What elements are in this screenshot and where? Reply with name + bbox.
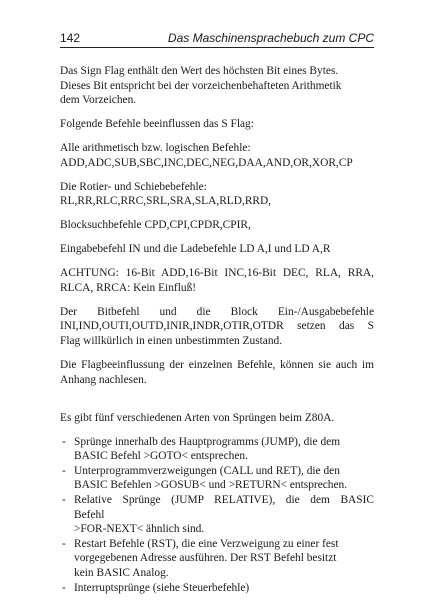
spacer [60,397,374,411]
jump-list [60,435,374,596]
list-item: - Relative Sprünge (JUMP RELATIVE), die dem BASIC Befehl >FOR-NEXT< ähnlich sind. [60,493,374,537]
paragraph-rotate: Die Rotier- und Schiebebefehle: RL,RR,RLC,RRC,SRL,SRA,SLA,RLD,RRD, [60,180,272,208]
paragraph-warning: ACHTUNG: 16-Bit ADD,16-Bit INC,16-Bit DEC, RLA, RRA, RLCA, RRCA: Kein Einfluß! [60,267,374,294]
header-rule [60,47,374,48]
paragraph-jumps: Es gibt fünf verschiedenen Arten von Sprüngen beim Z80A. [60,411,335,424]
paragraph-input: Eingabebefehl IN und die Ladebefehle LD A,I und LD A,R [60,243,331,256]
list-item: - Sprünge innerhalb des Hauptprogramms (JUMP), die dem BASIC Befehl >GOTO< entsprechen. [60,435,374,464]
paragraph-blocksearch: Blocksuchbefehle CPD,CPI,CPDR,CPIR, [60,219,251,232]
paragraph-intro: Folgende Befehle beeinflussen das S Flag: [60,118,254,131]
list-item: - Interruptsprünge (siehe Steuerbefehle) [60,581,374,596]
paragraph-sign-flag: Das Sign Flag enthält den Wert des höchsten Bit eines Bytes. Dieses Bit entspricht bei der vorzeichenbehafteten Arithmetik dem Vorzeichen. [60,65,342,107]
running-title: Das Maschinensprachebuch zum CPC [167,31,374,45]
paragraph-arith: Alle arithmetisch bzw. logischen Befehle: ADD,ADC,SUB,SBC,INC,DEC,NEG,DAA,AND,OR,XOR,CP [60,142,353,169]
paragraph-bit: Der Bitbefehl und die Block Ein-/Ausgabebefehle INI,IND,OUTI,OUTD,INIR,INDR,OTIR,OTDR setzen das S Flag willkürlich in einen unbestimmten Zustand. [60,305,374,348]
list-item: - Restart Befehle (RST), die eine Verzweigung zu einer fest vorgegebenen Adresse ausführen. Der RST Befehl besitzt kein BASIC Analog. [60,537,374,581]
page-header [60,31,374,45]
page-body [60,64,374,595]
list-item: - Unterprogrammverzweigungen (CALL und RET), die den BASIC Befehlen >GOSUB< und >RETURN< entsprechen. [60,464,374,493]
paragraph-appendix: Die Flagbeeinflussung der einzelnen Befehle, können sie auch im Anhang nachlesen. [60,359,374,386]
page-number: 142 [60,31,81,45]
